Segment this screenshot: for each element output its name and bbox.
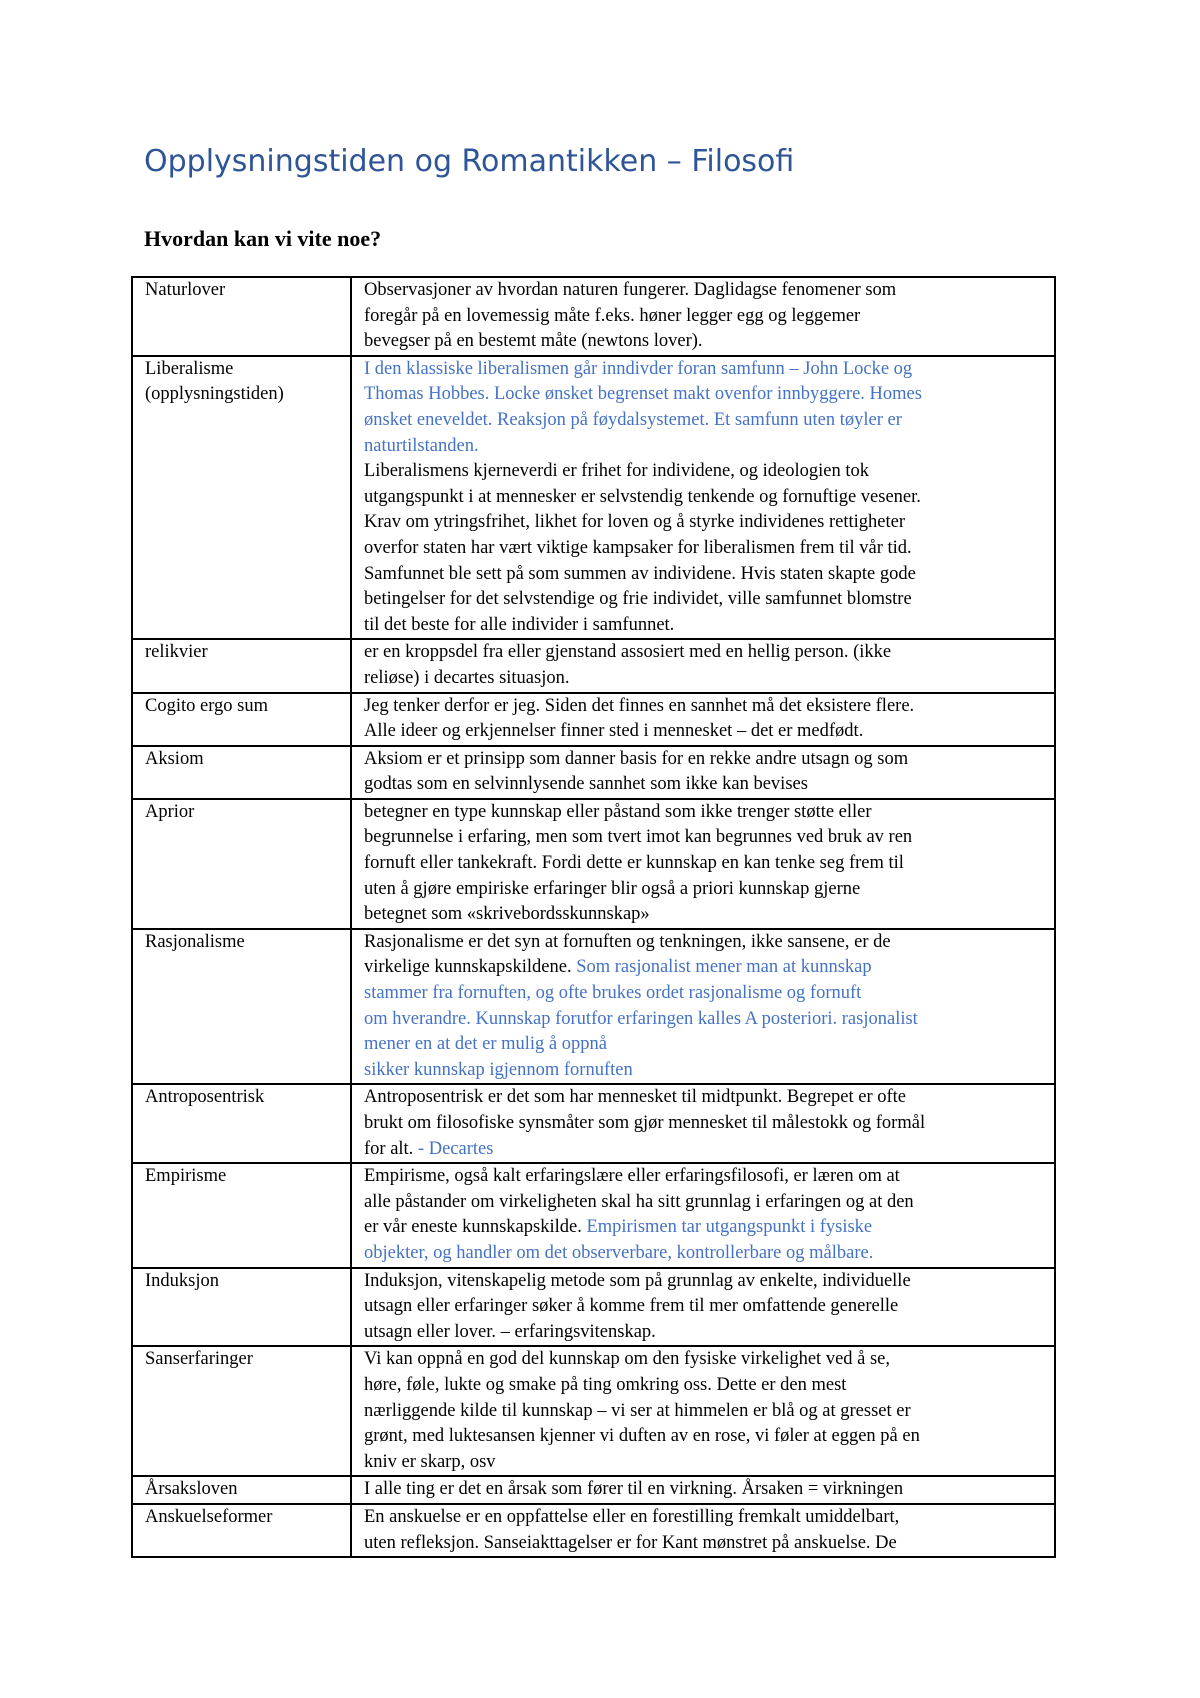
term-cell	[132, 639, 351, 692]
definition-line: om hverandre. Kunnskap forutfor erfaringen kalles A posteriori. rasjonalist	[364, 1008, 918, 1029]
term-text: Sanserfaringer	[145, 1349, 253, 1370]
definition-line: foregår på en lovemessig måte f.eks. høner legger egg og leggemer	[364, 305, 861, 326]
definition-line: nærliggende kilde til kunnskap – vi ser at himmelen er blå og at gresset er	[364, 1400, 911, 1421]
definition-line: En anskuelse er en oppfattelse eller en forestilling fremkalt umiddelbart,	[364, 1506, 900, 1527]
definition-cell	[351, 1504, 1055, 1557]
definition-text: er vår eneste kunnskapskilde.	[364, 1217, 587, 1238]
definition-line: betingelser for det selvstendige og frie individet, ville samfunnet blomstre	[364, 589, 912, 610]
definition-line	[364, 955, 1048, 981]
definition-line: overfor staten har vært viktige kampsaker for liberalismen frem til vår tid.	[364, 537, 912, 558]
definition-line: Induksjon, vitenskapelig metode som på grunnlag av enkelte, individuelle	[364, 1270, 911, 1291]
table-row	[132, 1268, 1055, 1347]
table-row	[132, 1504, 1055, 1557]
table-row	[132, 639, 1055, 692]
term-text: relikvier	[145, 642, 208, 663]
term-cell	[132, 1163, 351, 1267]
definition-cell	[351, 1346, 1055, 1476]
definition-line: brukt om filosofiske synsmåter som gjør mennesket til målestokk og formål	[364, 1113, 926, 1133]
definition-line: Antroposentrisk er det som har mennesket til midtpunkt. Begrepet er ofte	[364, 1087, 907, 1108]
definition-line: uten refleksjon. Sanseiakttagelser er for Kant mønstret på anskuelse. De	[364, 1532, 897, 1553]
term-text: Induksjon	[145, 1270, 219, 1291]
definition-line: høre, føle, lukte og smake på ting omkring oss. Dette er den mest	[364, 1374, 847, 1395]
term-cell	[132, 1084, 351, 1163]
definition-cell	[351, 356, 1055, 640]
definition-text: virkelige kunnskapskildene.	[364, 957, 577, 978]
definition-cell	[351, 1268, 1055, 1347]
definition-line: uten å gjøre empiriske erfaringer blir også a priori kunnskap gjerne	[364, 878, 861, 899]
definition-line: utsagn eller lover. – erfaringsvitenskap.	[364, 1321, 656, 1342]
table-row	[132, 277, 1055, 356]
definition-line: mener en at det er mulig å oppnå	[364, 1034, 607, 1055]
definition-cell	[351, 277, 1055, 356]
definition-line: Empirisme, også kalt erfaringslære eller erfaringsfilosofi, er læren om at	[364, 1166, 900, 1187]
table-row	[132, 799, 1055, 929]
definition-line: ønsket eneveldet. Reaksjon på føydalsystemet. Et samfunn uten tøyler er	[364, 409, 902, 430]
definition-line: Krav om ytringsfrihet, likhet for loven og å styrke individenes rettigheter	[364, 512, 905, 533]
definition-line: sikker kunnskap igjennom fornuften	[364, 1059, 633, 1080]
definition-line: godtas som en selvinnlysende sannhet som ikke kan bevises	[364, 774, 808, 795]
term-text: Aksiom	[145, 748, 204, 769]
definition-line: til det beste for alle individer i samfunnet.	[364, 614, 675, 635]
definition-line: Alle ideer og erkjennelser finner sted i mennesket – det er medfødt.	[364, 721, 864, 742]
term-text: Antroposentrisk	[145, 1087, 265, 1108]
table-row	[132, 1346, 1055, 1476]
definition-line: stammer fra fornuften, og ofte brukes ordet rasjonalisme og fornuft	[364, 983, 862, 1004]
definition-text: for alt.	[364, 1138, 418, 1159]
term-cell	[132, 1476, 351, 1504]
definition-line: kniv er skarp, osv	[364, 1451, 496, 1472]
definition-cell	[351, 1084, 1055, 1163]
table-row	[132, 1084, 1055, 1163]
definition-cell	[351, 1163, 1055, 1267]
definition-line: Vi kan oppnå en god del kunnskap om den fysiske virkelighet ved å se,	[364, 1349, 891, 1370]
table-row	[132, 1163, 1055, 1267]
term-cell	[132, 693, 351, 746]
table-row	[132, 746, 1055, 799]
section-heading: Hvordan kan vi vite noe?	[144, 226, 382, 251]
definition-cell	[351, 929, 1055, 1085]
definition-line: bevegser på en bestemt måte (newtons lover).	[364, 331, 703, 352]
table-row	[132, 693, 1055, 746]
definition-line: naturtilstanden.	[364, 435, 479, 456]
term-text: Årsaksloven	[145, 1479, 238, 1500]
term-text: (opplysningstiden)	[145, 384, 284, 405]
definitions-table	[131, 276, 1056, 1558]
definition-cell	[351, 1476, 1055, 1504]
term-text: Naturlover	[145, 280, 226, 300]
definition-line: alle påstander om virkeligheten skal ha sitt grunnlag i erfaringen og at den	[364, 1191, 914, 1212]
definition-line: Aksiom er et prinsipp som danner basis for en rekke andre utsagn og som	[364, 748, 909, 769]
definition-line: I den klassiske liberalismen går inndivder foran samfunn – John Locke og	[364, 358, 913, 379]
term-cell	[132, 1504, 351, 1557]
definition-line: Jeg tenker derfor er jeg. Siden det finnes en sannhet må det eksistere flere.	[364, 695, 915, 716]
term-cell	[132, 1346, 351, 1476]
definition-line: fornuft eller tankekraft. Fordi dette er kunnskap en kan tenke seg frem til	[364, 853, 904, 874]
highlighted-text: Empirismen tar utgangspunkt i fysiske	[586, 1217, 873, 1238]
definitions-table-body	[132, 277, 1055, 1557]
highlighted-text: Som rasjonalist mener man at kunnskap	[576, 957, 872, 978]
definition-line: I alle ting er det en årsak som fører til en virkning. Årsaken = virkningen	[364, 1479, 904, 1500]
definition-line: Thomas Hobbes. Locke ønsket begrenset makt ovenfor innbyggere. Homes	[364, 384, 922, 405]
term-text: Aprior	[145, 801, 195, 822]
definition-line	[364, 1137, 1048, 1163]
term-text: Rasjonalisme	[145, 931, 245, 952]
definition-line: betegnet som «skrivebordsskunnskap»	[364, 904, 650, 925]
term-cell	[132, 1268, 351, 1347]
table-row	[132, 1476, 1055, 1504]
definition-line: Rasjonalisme er det syn at fornuften og tenkningen, ikke sansene, er de	[364, 931, 891, 952]
definition-cell	[351, 639, 1055, 692]
definition-line: reliøse) i decartes situasjon.	[364, 667, 570, 688]
definition-cell	[351, 799, 1055, 929]
definition-line	[364, 1215, 1048, 1241]
term-text: Anskuelseformer	[145, 1506, 273, 1527]
term-text: Cogito ergo sum	[145, 695, 268, 716]
definition-line: Samfunnet ble sett på som summen av individene. Hvis staten skapte gode	[364, 563, 916, 584]
definition-line: Liberalismens kjerneverdi er frihet for individene, og ideologien tok	[364, 461, 869, 482]
highlighted-text: - Decartes	[417, 1138, 494, 1159]
definition-line: betegner en type kunnskap eller påstand som ikke trenger støtte eller	[364, 801, 872, 822]
definition-cell	[351, 746, 1055, 799]
table-row	[132, 929, 1055, 1085]
page-title: Opplysningstiden og Romantikken – Filosofi	[144, 144, 795, 179]
definition-line: grønt, med luktesansen kjenner vi duften av en rose, vi føler at eggen på en	[364, 1426, 920, 1447]
term-cell	[132, 277, 351, 356]
term-cell	[132, 356, 351, 640]
term-cell	[132, 929, 351, 1085]
term-cell	[132, 799, 351, 929]
table-row	[132, 356, 1055, 640]
definition-line: Observasjoner av hvordan naturen fungerer. Daglidagse fenomener som	[364, 280, 897, 300]
term-cell	[132, 746, 351, 799]
term-text: Empirisme	[145, 1166, 227, 1187]
definition-line: er en kroppsdel fra eller gjenstand assosiert med en hellig person. (ikke	[364, 642, 892, 663]
definition-line: utgangspunkt i at mennesker er selvstendig tenkende og fornuftige vesener.	[364, 486, 921, 507]
definition-line: utsagn eller erfaringer søker å komme frem til mer omfattende generelle	[364, 1296, 899, 1317]
definition-line: begrunnelse i erfaring, men som tvert imot kan begrunnes ved bruk av ren	[364, 827, 913, 848]
term-text: Liberalisme	[145, 358, 234, 379]
definition-line: objekter, og handler om det observerbare, kontrollerbare og målbare.	[364, 1242, 874, 1263]
definition-cell	[351, 693, 1055, 746]
